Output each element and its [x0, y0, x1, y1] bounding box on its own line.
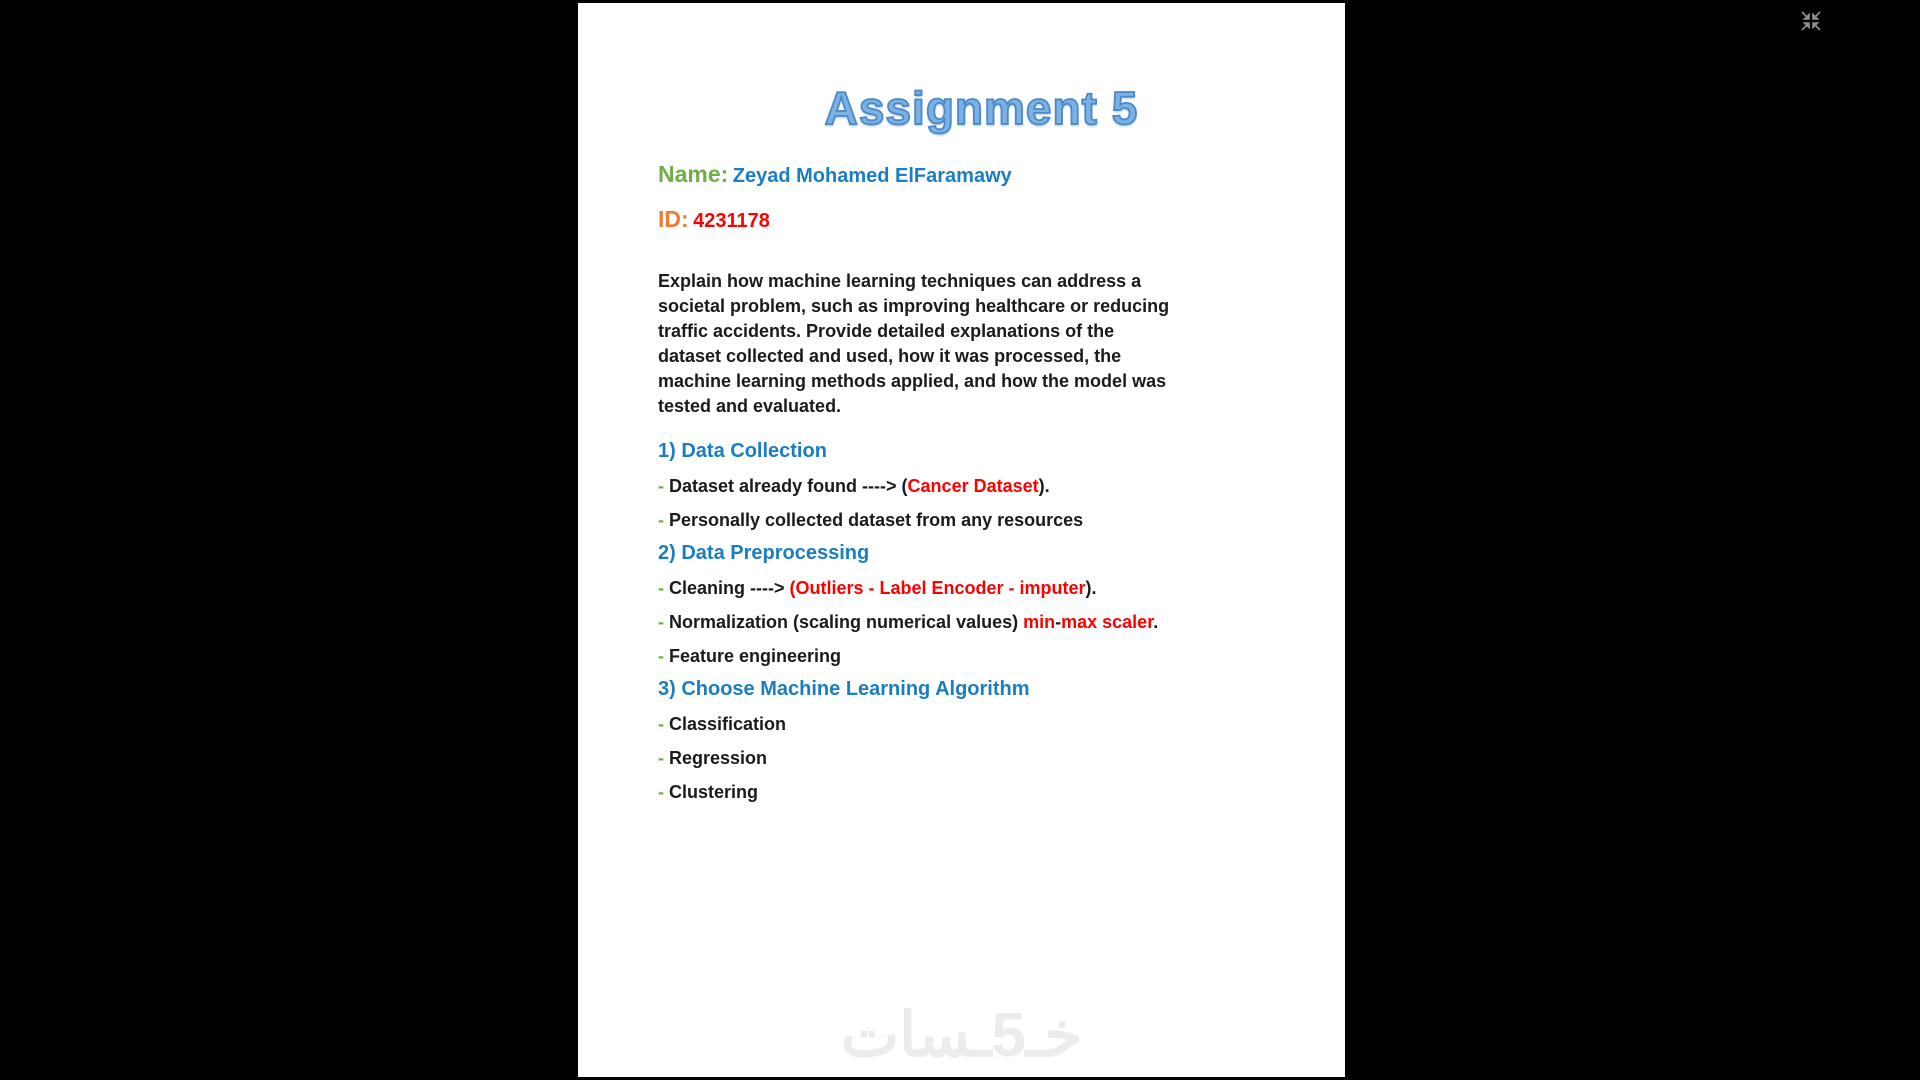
text-segment: 2) Data Preprocessing: [658, 542, 870, 564]
text-segment: ).: [1038, 476, 1050, 496]
bullet-item: [658, 576, 1305, 600]
bullet-item: [658, 746, 1305, 770]
exit-fullscreen-icon[interactable]: [1798, 8, 1824, 34]
text-segment: -: [658, 612, 669, 632]
text-segment: Dataset already found ----> (: [669, 476, 908, 496]
text-segment: Personally collected dataset from any resources: [669, 510, 1084, 530]
paragraph-line: traffic accidents. Provide detailed explanations of the: [658, 321, 1115, 341]
bullet-item: [658, 780, 1305, 804]
text-segment: (Outliers - Label Encoder - imputer: [789, 578, 1086, 598]
page-title: Assignment 5: [824, 82, 1139, 134]
paragraph-line: Explain how machine learning techniques can address a: [658, 271, 1142, 291]
section-heading: [658, 676, 1305, 702]
name-value: Zeyad Mohamed ElFaramawy: [732, 165, 1012, 187]
text-segment: -: [658, 510, 669, 530]
paragraph-line: machine learning methods applied, and how the model was: [658, 371, 1167, 391]
bullet-item: [658, 712, 1305, 736]
text-segment: Cancer Dataset: [907, 476, 1039, 496]
prompt-paragraph: [658, 269, 1305, 419]
id-line: [658, 204, 1305, 238]
section-heading: [658, 438, 1305, 464]
bullet-item: [658, 610, 1305, 634]
page-content: [578, 3, 1345, 804]
text-segment: max scaler: [1061, 612, 1154, 632]
document-page: [578, 3, 1345, 1077]
text-segment: ).: [1085, 578, 1097, 598]
khamsat-watermark: خـ5ـسات: [840, 1001, 1083, 1070]
text-segment: .: [1153, 612, 1159, 632]
text-segment: Regression: [669, 748, 768, 768]
text-segment: -: [1055, 612, 1062, 632]
id-value: 4231178: [693, 210, 770, 232]
paragraph-line: dataset collected and used, how it was processed, the: [658, 346, 1122, 366]
text-segment: -: [658, 646, 669, 666]
text-segment: Cleaning ---->: [669, 578, 790, 598]
bullet-item: [658, 644, 1305, 668]
name-line: [658, 159, 1305, 193]
text-segment: -: [658, 748, 669, 768]
bullet-item: [658, 474, 1305, 498]
paragraph-line: societal problem, such as improving healthcare or reducing: [658, 296, 1170, 316]
content-list: [658, 438, 1305, 804]
compress-arrows-glyph: [1799, 9, 1823, 33]
text-segment: -: [658, 578, 669, 598]
text-segment: -: [658, 714, 669, 734]
text-segment: min: [1023, 612, 1056, 632]
text-segment: -: [658, 782, 669, 802]
text-segment: Feature engineering: [669, 646, 842, 666]
paragraph-line: tested and evaluated.: [658, 396, 842, 416]
section-heading: [658, 540, 1305, 566]
text-segment: 3) Choose Machine Learning Algorithm: [658, 678, 1030, 700]
text-segment: Classification: [669, 714, 787, 734]
text-segment: 1) Data Collection: [658, 440, 827, 462]
bullet-item: [658, 508, 1305, 532]
text-segment: Normalization (scaling numerical values): [669, 612, 1024, 632]
name-label: Name:: [658, 161, 729, 187]
text-segment: -: [658, 476, 669, 496]
id-label: ID:: [658, 206, 689, 232]
text-segment: Clustering: [669, 782, 759, 802]
